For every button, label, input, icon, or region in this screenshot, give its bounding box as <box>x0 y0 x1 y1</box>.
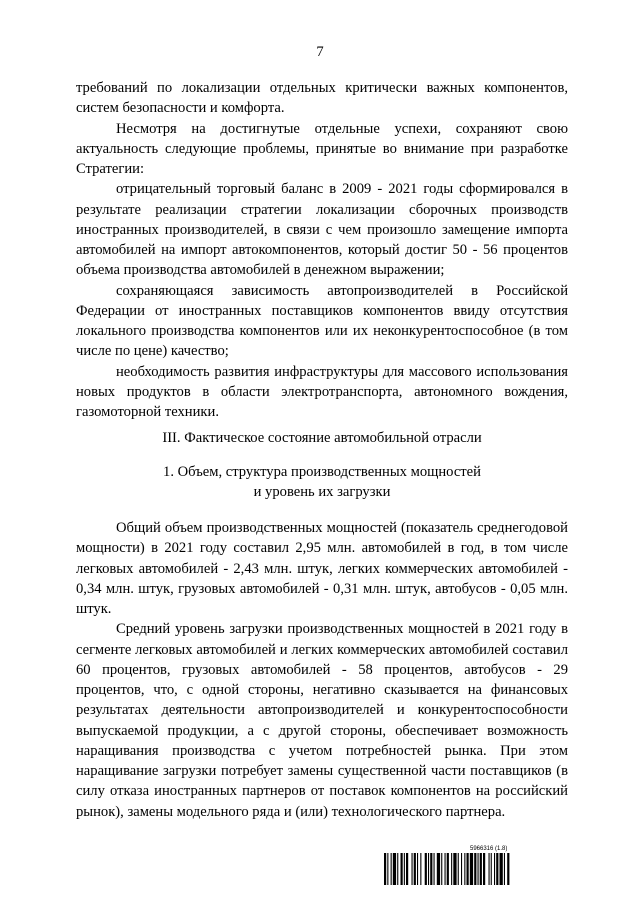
barcode-bar <box>430 853 432 885</box>
body-text-upper <box>76 78 568 422</box>
barcode-bar <box>420 853 421 885</box>
barcode-bar <box>478 853 479 885</box>
barcode-bar <box>412 853 413 885</box>
paragraph-continuation: требований по локализации отдельных критически важных компонентов, систем безопасности и комфорта. <box>76 80 568 117</box>
barcode-bar <box>458 853 459 885</box>
barcode-bar <box>494 853 495 885</box>
barcode-bar <box>500 853 503 885</box>
barcode-bar <box>414 853 416 885</box>
paragraph-supplier-dependence: сохраняющаяся зависимость автопроизводителей в Российской Федерации от иностранных поставщиков компонентов ввиду отсутствия локального производства компонентов или их неконкурентоспособное (в том числе по цене) качество; <box>76 282 568 360</box>
barcode-bar <box>437 853 440 885</box>
subsection-heading <box>76 462 568 503</box>
barcode-bar <box>445 853 446 885</box>
barcode-bar <box>384 853 386 885</box>
paragraph-capacity-volume: Общий объем производственных мощностей (показатель среднегодовой мощности) в 2021 году составил 2,95 млн. автомобилей в год, в том числе легковых автомобилей - 2,43 млн. штук, легких коммерческих автомобилей - 0,34 млн. штук, грузовых автомобилей - 0,31 млн. штук, автобусов - 0,05 млн. штук. <box>76 520 568 617</box>
barcode-bar <box>417 853 418 885</box>
barcode-bar <box>470 853 473 885</box>
barcode-bar <box>451 853 452 885</box>
paragraph-problems-intro: Несмотря на достигнутые отдельные успехи, сохраняют свою актуальность следующие проблемы, принятые во внимание при разработке Стратегии: <box>76 120 568 177</box>
barcode-bar <box>474 853 476 885</box>
barcode-bar <box>401 853 403 885</box>
barcode-bar <box>464 853 465 885</box>
barcode-icon <box>384 853 570 885</box>
barcode-bar <box>483 853 485 885</box>
barcode-bar <box>461 853 462 885</box>
section-heading: III. Фактическое состояние автомобильной отрасли <box>162 430 482 446</box>
paragraph-infrastructure: необходимость развития инфраструктуры для массового использования новых продуктов в области электротранспорта, автономного вождения, газомоторной техники. <box>76 363 568 420</box>
barcode-bar <box>406 853 408 885</box>
body-text-lower <box>76 518 568 822</box>
barcode-bar <box>434 853 435 885</box>
barcode-bar <box>425 853 427 885</box>
barcode-bar <box>491 853 492 885</box>
barcode-bar <box>428 853 429 885</box>
barcode-bar <box>391 853 392 885</box>
page-number: 7 <box>316 44 324 60</box>
barcode-bar <box>397 853 398 885</box>
barcode-bar <box>489 853 490 885</box>
paragraph-capacity-utilization: Средний уровень загрузки производственных мощностей в 2021 году в сегменте легковых автомобилей и легких коммерческих автомобилей составил 60 процентов, грузовых автомобилей - 58 процентов, автобусов - 29 процентов, что, с одной стороны, негативно сказывается на финансовых результатах деятельности автопроизводителей и конкурентоспособности выпускаемой продукции, а с другой стороны, обеспечивает возможность наращивания производства с учетом потребностей рынка. При этом наращивание загрузки потребует замены существенной части поставщиков (в силу отказа иностранных партнеров от поставок компонентов на российский рынок), замены модельного ряда и (или) технологического партнера. <box>76 621 568 820</box>
barcode-bar <box>507 853 509 885</box>
barcode-label: 5966316 (1.8) <box>470 846 508 852</box>
barcode-bar <box>404 853 405 885</box>
barcode-bar <box>393 853 396 885</box>
barcode-bar <box>467 853 469 885</box>
subsection-heading-line-1: 1. Объем, структура производственных мощностей <box>163 464 481 480</box>
barcode-bar <box>496 853 498 885</box>
subsection-heading-line-2: и уровень их загрузки <box>253 484 391 501</box>
barcode-bar <box>447 853 449 885</box>
barcode-bar <box>441 853 442 885</box>
barcode-bar <box>504 853 505 885</box>
barcode-bar <box>387 853 388 885</box>
barcode-bar <box>453 853 456 885</box>
barcode-bar <box>480 853 482 885</box>
paragraph-trade-balance: отрицательный торговый баланс в 2009 - 2021 годы сформировался в результате реализации стратегии локализации сборочных производств иностранных производителей, в связи с чем произошло замещение импорта автомобилей на импорт автокомпонентов, который достиг 50 - 56 процентов объема производства автомобилей в денежном выражении; <box>76 181 568 279</box>
